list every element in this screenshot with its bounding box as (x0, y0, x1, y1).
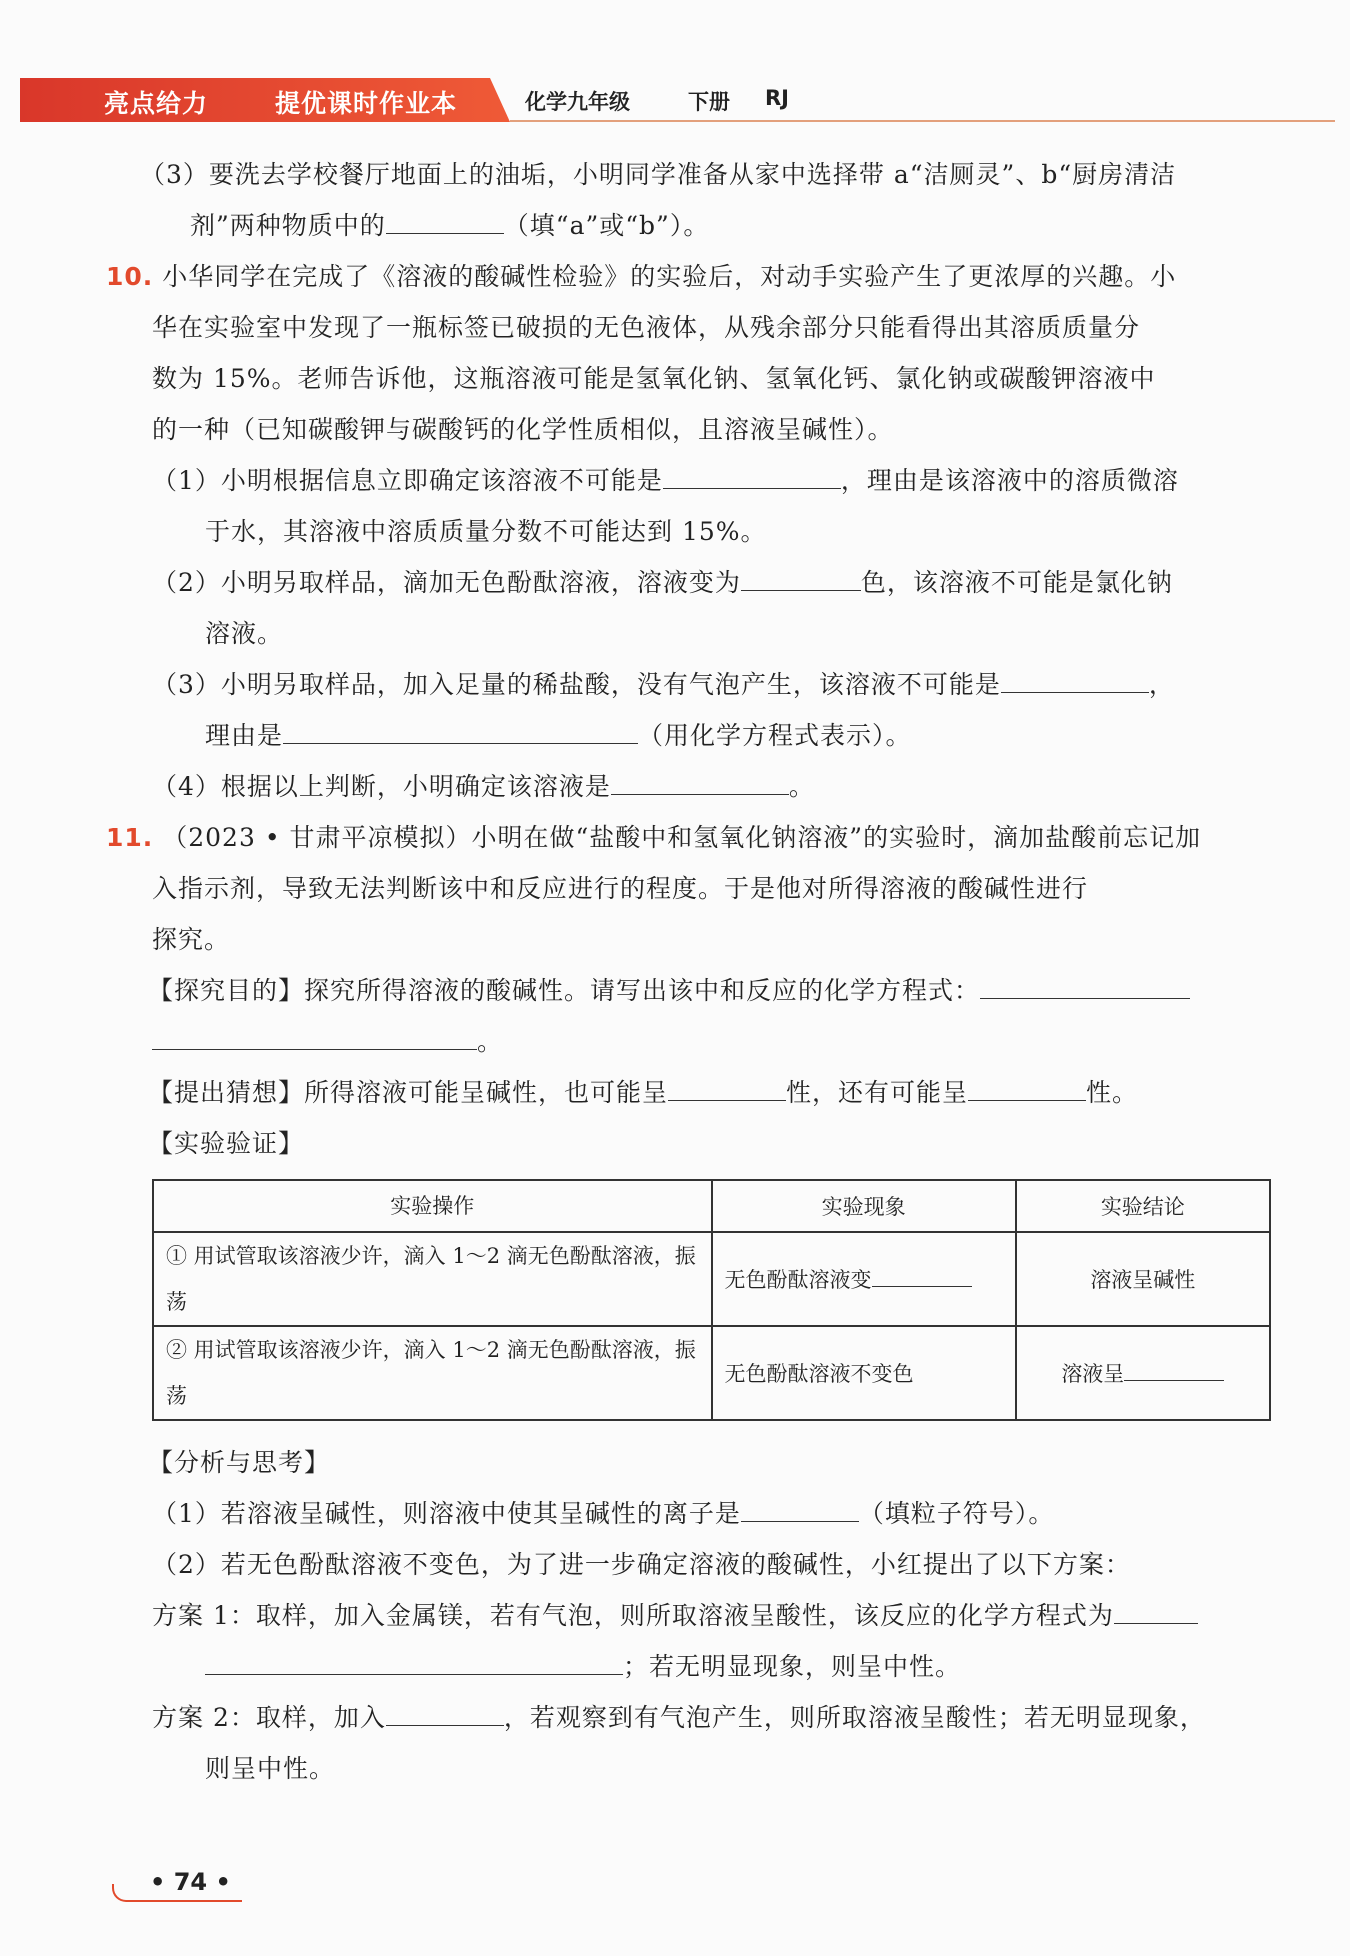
q10-part3-text-b: ， (1148, 670, 1175, 699)
q11-stem-line1 (106, 818, 1201, 854)
header-series: 提优课时作业本 (275, 89, 458, 118)
answer-blank[interactable] (611, 770, 789, 795)
q10-stem-line2: 华在实验室中发现了一瓶标签已破损的无色液体，从残余部分只能看得出其溶质质量分 (152, 313, 1141, 342)
table-cell-text: 无色酚酞溶液变 (724, 1268, 872, 1292)
table-cell-conclusion: 溶液呈碱性 (1016, 1232, 1270, 1326)
table-row (153, 1326, 1270, 1420)
page-footer (112, 1866, 242, 1906)
answer-blank[interactable] (968, 1076, 1086, 1101)
q10-part1-line2: 于水，其溶液中溶质质量分数不可能达到 15%。 (205, 517, 767, 546)
header-brand: 亮点给力 (104, 89, 209, 118)
table-cell-operation: ② 用试管取该溶液少许，滴入 1～2 滴无色酚酞溶液，振荡 (153, 1326, 712, 1420)
q10-part4-line (152, 767, 815, 803)
answer-blank[interactable] (741, 566, 861, 591)
q11-stem-line3: 探究。 (152, 925, 231, 954)
q10-part3-line2 (205, 716, 912, 752)
q10-part3-text-d: （用化学方程式表示）。 (638, 721, 912, 750)
q9-part3-line2 (190, 206, 709, 242)
table-header-phenomenon: 实验现象 (712, 1180, 1016, 1232)
answer-blank[interactable] (668, 1076, 786, 1101)
q11-analysis-heading: 【分析与思考】 (148, 1448, 331, 1477)
q10-part1-text-b: ，理由是该溶液中的溶质微溶 (840, 466, 1179, 495)
answer-blank[interactable] (1001, 668, 1149, 693)
header-edition: RJ (765, 86, 789, 110)
table-header-operation: 实验操作 (153, 1180, 712, 1232)
q10-part2-line1 (152, 563, 1173, 599)
answer-blank[interactable] (872, 1266, 972, 1287)
q10-stem-line4: 的一种（已知碳酸钾与碳酸钙的化学性质相似，且溶液呈碱性）。 (152, 415, 894, 444)
table-cell-phenomenon: 无色酚酞溶液不变色 (712, 1326, 1016, 1420)
q11-analysis-1 (152, 1494, 1054, 1530)
experiment-table (152, 1179, 1271, 1421)
q11-purpose-end: 。 (477, 1027, 504, 1056)
answer-blank[interactable] (386, 1701, 504, 1726)
q11-plan2-text-a: 方案 2：取样，加入 (152, 1703, 386, 1732)
q10-part3-line1 (152, 665, 1175, 701)
q10-part1-line1 (152, 461, 1179, 497)
q11-stem-text1: （2023 • 甘肃平凉模拟）小明在做“盐酸中和氢氧化钠溶液”的实验时，滴加盐酸前忘记加 (162, 823, 1202, 852)
q10-stem-text1: 小华同学在完成了《溶液的酸碱性检验》的实验后，对动手实验产生了更浓厚的兴趣。小 (162, 262, 1177, 291)
q9-part3-text-b: （填“a”或“b”）。 (503, 211, 710, 240)
answer-blank[interactable] (741, 1497, 859, 1522)
q11-verify-heading: 【实验验证】 (148, 1129, 305, 1158)
header-subject: 化学九年级 (525, 90, 630, 114)
q10-part3-text-c: 理由是 (205, 721, 284, 750)
q11-analysis-1-text-b: （填粒子符号）。 (858, 1499, 1055, 1528)
question-number: 11. (106, 823, 154, 852)
header-volume: 下册 (688, 90, 730, 114)
q11-stem-line2: 入指示剂，导致无法判断该中和反应进行的程度。于是他对所得溶液的酸碱性进行 (152, 874, 1089, 903)
q10-part2-text-b: 色，该溶液不可能是氯化钠 (860, 568, 1173, 597)
table-cell-conclusion (1016, 1326, 1270, 1420)
q9-part3-text-a: 剂”两种物质中的 (190, 211, 386, 240)
table-cell-operation: ① 用试管取该溶液少许，滴入 1～2 滴无色酚酞溶液，振荡 (153, 1232, 712, 1326)
table-header-conclusion: 实验结论 (1016, 1180, 1270, 1232)
q11-hypothesis-line (148, 1073, 1138, 1109)
answer-blank[interactable] (1124, 1360, 1224, 1381)
q10-part1-text-a: （1）小明根据信息立即确定该溶液不可能是 (152, 466, 663, 495)
q11-plan2-line2: 则呈中性。 (205, 1754, 336, 1783)
q11-hypothesis-text-a: 【提出猜想】所得溶液可能呈碱性，也可能呈 (148, 1078, 669, 1107)
q10-part3-text-a: （3）小明另取样品，加入足量的稀盐酸，没有气泡产生，该溶液不可能是 (152, 670, 1001, 699)
q11-analysis-2: （2）若无色酚酞溶液不变色，为了进一步确定溶液的酸碱性，小红提出了以下方案： (152, 1550, 1131, 1579)
answer-blank[interactable] (205, 1650, 623, 1675)
q11-plan2-line1 (152, 1698, 1206, 1734)
q10-part4-text-a: （4）根据以上判断，小明确定该溶液是 (152, 772, 611, 801)
q11-purpose-line (148, 971, 1190, 1007)
answer-blank[interactable] (386, 209, 504, 234)
q11-plan1-line2 (205, 1647, 961, 1683)
table-row (153, 1232, 1270, 1326)
q11-plan1-text-a: 方案 1：取样，加入金属镁，若有气泡，则所取溶液呈酸性，该反应的化学方程式为 (152, 1601, 1114, 1630)
table-cell-phenomenon (712, 1232, 1016, 1326)
answer-blank[interactable] (663, 464, 841, 489)
q10-part4-text-b: 。 (788, 772, 815, 801)
answer-blank[interactable] (980, 974, 1190, 999)
q10-part2-line2: 溶液。 (205, 619, 284, 648)
answer-blank[interactable] (152, 1025, 477, 1050)
q11-purpose-line2 (152, 1022, 503, 1058)
q9-part3-line1: （3）要洗去学校餐厅地面上的油垢，小明同学准备从家中选择带 a“洁厕灵”、b“厨房清洁 (140, 160, 1177, 189)
table-header-row (153, 1180, 1270, 1232)
q11-hypothesis-text-c: 性。 (1086, 1078, 1139, 1107)
q10-stem-line3: 数为 15%。老师告诉他，这瓶溶液可能是氢氧化钠、氢氧化钙、氯化钠或碳酸钾溶液中 (152, 364, 1156, 393)
answer-blank[interactable] (1114, 1599, 1198, 1624)
page-header (20, 78, 1335, 122)
q10-stem-line1 (106, 257, 1176, 293)
q11-analysis-1-text-a: （1）若溶液呈碱性，则溶液中使其呈碱性的离子是 (152, 1499, 741, 1528)
footer-rule (132, 1900, 242, 1902)
q11-plan2-text-b: ，若观察到有气泡产生，则所取溶液呈酸性；若无明显现象， (503, 1703, 1206, 1732)
answer-blank[interactable] (283, 719, 638, 744)
page-number: • 74 • (150, 1868, 231, 1896)
q11-hypothesis-text-b: 性，还有可能呈 (786, 1078, 969, 1107)
q11-plan1-line1 (152, 1596, 1198, 1632)
header-rule (510, 120, 1335, 122)
table-cell-text: 溶液呈 (1061, 1362, 1125, 1386)
q11-purpose-text: 【探究目的】探究所得溶液的酸碱性。请写出该中和反应的化学方程式： (148, 976, 981, 1005)
q11-plan1-text-b: ；若无明显现象，则呈中性。 (623, 1652, 962, 1681)
q10-part2-text-a: （2）小明另取样品，滴加无色酚酞溶液，溶液变为 (152, 568, 741, 597)
question-number: 10. (106, 262, 154, 291)
